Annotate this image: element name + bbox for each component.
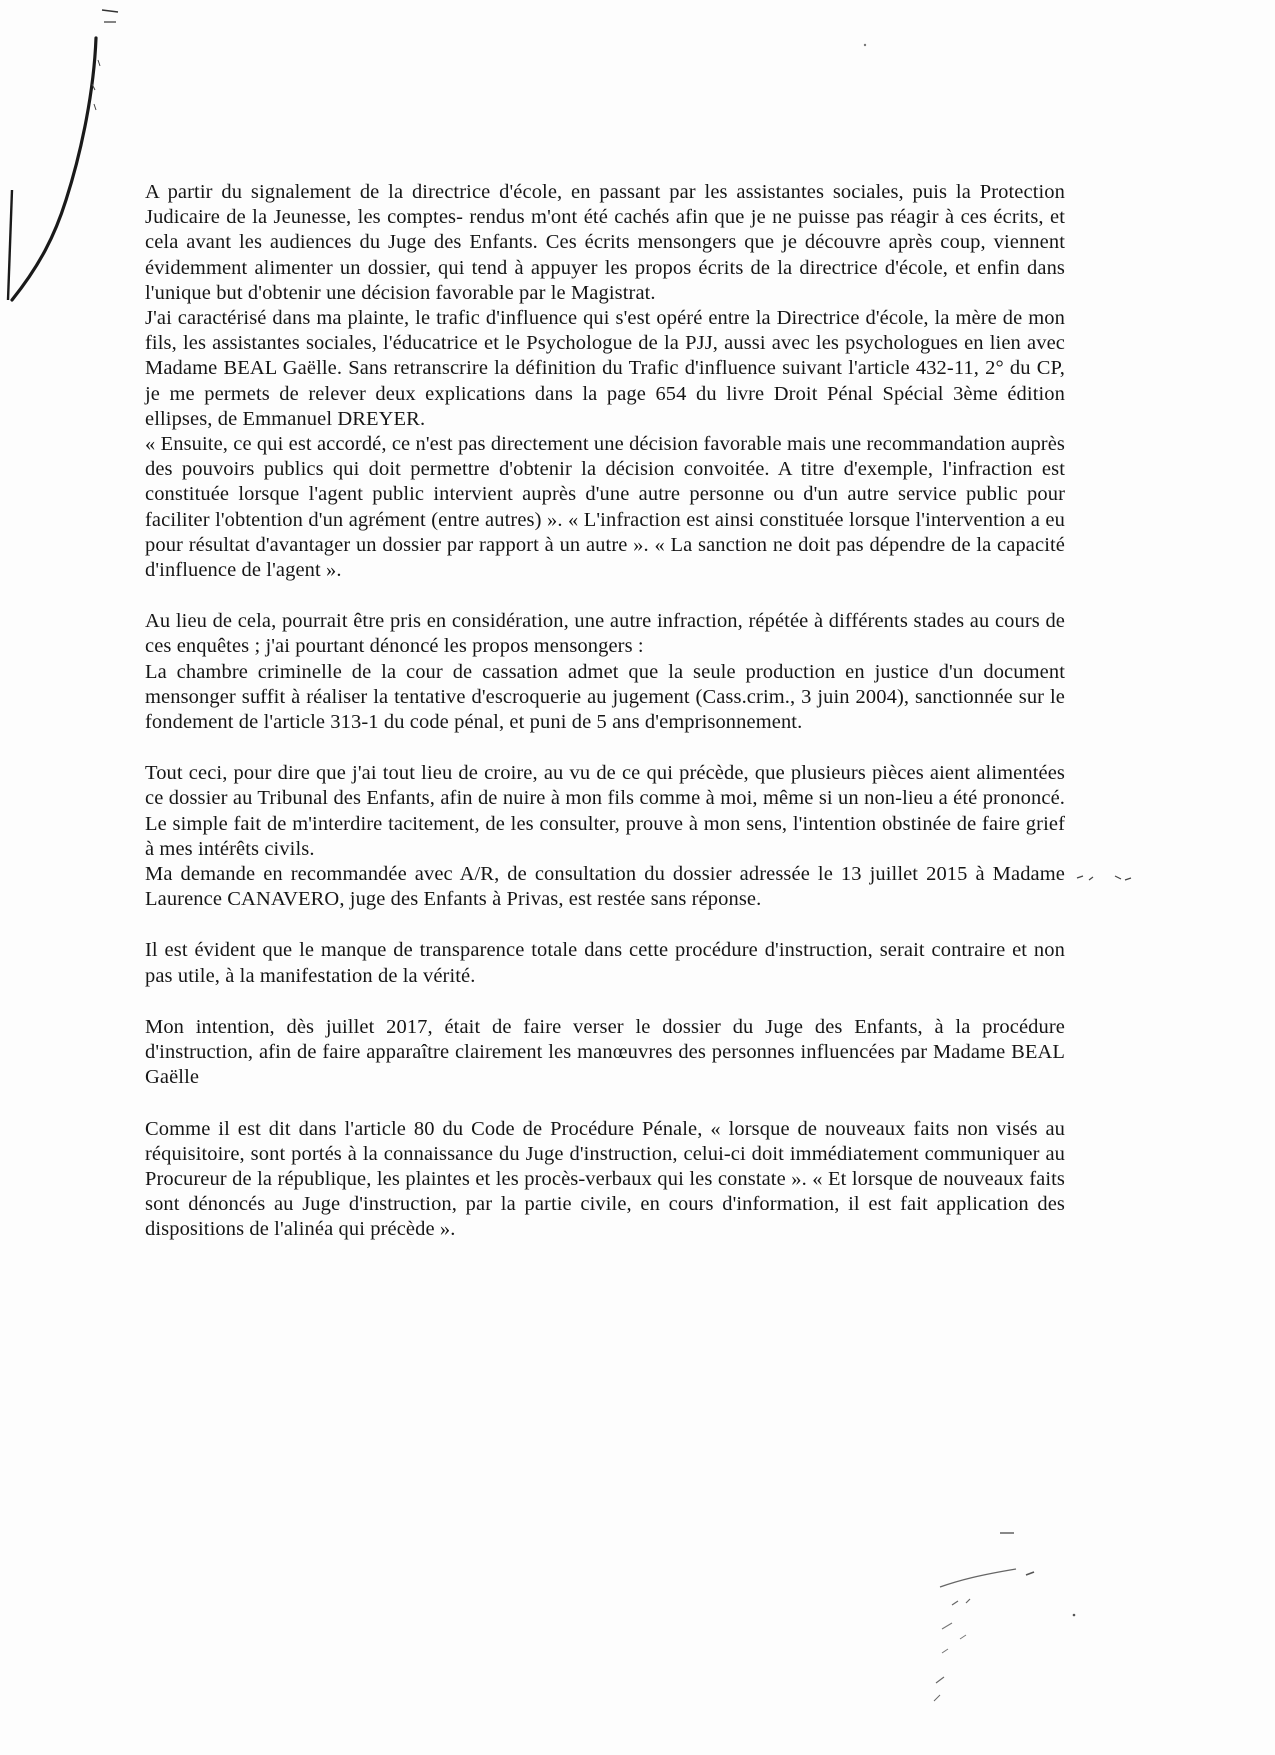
paragraph-cour-cassation: La chambre criminelle de la cour de cassation admet que la seule production en justice d'un document mensonger suffit à réaliser la tentative d'escroquerie au jugement (Cass.crim., 3 juin 2004), sanctionnée sur le fondement de l'article 313-1 du code pénal, et puni de 5 ans d'emprisonnement. xyxy=(145,660,1065,734)
scan-speck xyxy=(1075,870,1135,890)
paragraph-article-80: Comme il est dit dans l'article 80 du Code de Procédure Pénale, « lorsque de nouveaux faits non visés au réquisitoire, sont portés à la connaissance du Juge d'instruction, celui-ci doit immédiatement communiquer au Procureur de la république, les plaintes et les procès-verbaux qui les constate ». « Et lorsque de nouveaux faits sont dénoncés au Juge d'instruction, par la partie civile, en cours d'information, il est fait application des dispositions de l'alinéa qui précède ». xyxy=(145,1117,1065,1241)
paragraph-transparence: Il est évident que le manque de transparence totale dans cette procédure d'instruction, serait contraire et non pas utile, à la manifestation de la vérité. xyxy=(145,939,1065,987)
scan-speck xyxy=(860,40,870,50)
paragraph-trafic-influence: J'ai caractérisé dans ma plainte, le trafic d'influence qui s'est opéré entre la Directrice d'école, la mère de mon fils, les assistantes sociales, l'éducatrice et le Psychologue de la PJJ, aussi avec les psychologues en lien avec Madame BEAL Gaëlle. Sans retranscrire la définition du Trafic d'influence suivant l'article 432-11, 2° du CP, je me permets de relever deux explications dans la page 654 du livre Droit Pénal Spécial 3ème édition ellipses, de Emmanuel DREYER. xyxy=(145,307,1065,430)
paragraph-demande-recommandee: Ma demande en recommandée avec A/R, de consultation du dossier adressée le 13 juillet 2015 à Madame Laurence CANAVERO, juge des Enfants à Privas, est restée sans réponse. xyxy=(145,863,1065,911)
paragraph-citation-dreyer: « Ensuite, ce qui est accordé, ce n'est pas directement une décision favorable mais une recommandation auprès des pouvoirs publics qui doit permettre d'obtenir la décision convoitée. A titre d'exemple, l'infraction est constituée lorsque l'agent public intervient auprès d'une autre personne ou d'un autre service public pour faciliter l'obtention d'un agrément (entre autres) ». « L'infraction est ainsi constituée lorsque l'intervention a eu pour résultat d'avantager un dossier par rapport à un autre ». « La sanction ne doit pas dépendre de la capacité d'influence de l'agent ». xyxy=(145,433,1065,582)
letter-body xyxy=(145,180,1065,1243)
paragraph-autre-infraction: Au lieu de cela, pourrait être pris en considération, une autre infraction, répétée à différents stades au cours de ces enquêtes ; j'ai pourtant dénoncé les propos mensongers : xyxy=(145,610,1065,658)
paragraph-tout-ceci: Tout ceci, pour dire que j'ai tout lieu de croire, au vu de ce qui précède, que plusieurs pièces aient alimentées ce dossier au Tribunal des Enfants, afin de nuire à mon fils comme à moi, même si un non-lieu a été prononcé. Le simple fait de m'interdire tacitement, de les consulter, prouve à mon sens, l'intention obstinée de faire grief à mes intérêts civils. xyxy=(145,762,1065,860)
paragraph-signalement: A partir du signalement de la directrice d'école, en passant par les assistantes sociales, puis la Protection Judicaire de la Jeunesse, les comptes- rendus m'ont été cachés afin que je ne puisse pas réagir à ces écrits, et cela avant les audiences du Juge des Enfants. Ces écrits mensongers que je découvre après coup, viennent évidemment alimenter un dossier, qui tend à appuyer les propos écrits de la directrice d'école, et enfin dans l'unique but d'obtenir une décision favorable par le Magistrat. xyxy=(145,181,1065,304)
margin-pen-mark xyxy=(0,0,130,320)
paragraph-intention: Mon intention, dès juillet 2017, était de faire verser le dossier du Juge des Enfants, à la procédure d'instruction, afin de faire apparaître clairement les manœuvres des personnes influencées par Madame BEAL Gaëlle xyxy=(145,1015,1065,1089)
handwritten-marks xyxy=(930,1525,1090,1735)
